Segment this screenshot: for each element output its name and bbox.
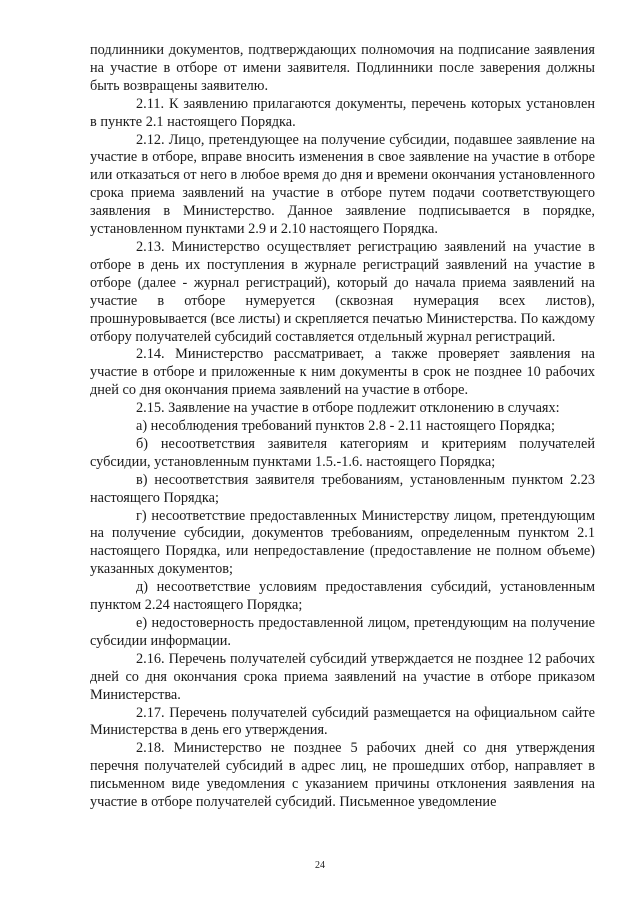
list-item-a: а) несоблюдения требований пунктов 2.8 - 2.11 настоящего Порядка; bbox=[136, 418, 555, 435]
page-number: 24 bbox=[315, 860, 325, 871]
list-item-v: в) несоответствия заявителя требованиям, установленным пунктом 2.23 настоящего Порядка; bbox=[90, 471, 595, 506]
list-item-b: б) несоответствия заявителя категориям и критериям получателей субсидии, установленным пунктами 1.5.-1.6. настоящего Порядка; bbox=[90, 435, 595, 470]
paragraph-2-11: 2.11. К заявлению прилагаются документы, перечень которых установлен в пункте 2.1 настоящего Порядка. bbox=[90, 95, 595, 130]
paragraph-2-14: 2.14. Министерство рассматривает, а также проверяет заявления на участие в отборе и приложенные к ним документы в срок не позднее 10 рабочих дней со дня окончания приема заявлений на участие в отборе. bbox=[90, 346, 595, 399]
paragraph-2-13: 2.13. Министерство осуществляет регистрацию заявлений на участие в отборе в день их поступления в журнале регистраций заявлений на участие в отборе (далее - журнал регистраций), который до начала приема заявлений на участие в отборе нумеруется (сквозная нумерация всех листов), прошнуровывается (все листы) и скрепляется печатью Министерства. По каждому отбору получателей субсидий составляется отдельный журнал регистраций. bbox=[90, 238, 595, 345]
document-body bbox=[90, 42, 595, 812]
paragraph-2-16: 2.16. Перечень получателей субсидий утверждается не позднее 12 рабочих дней со дня окончания срока приема заявлений на участие в отборе приказом Министерства. bbox=[90, 650, 595, 703]
list-item-g: г) несоответствие предоставленных Министерству лицом, претендующим на получение субсидии, документов требованиям, определенным пунктом 2.1 настоящего Порядка, или непредоставление (предоставление не полном объеме) указанных документов; bbox=[90, 507, 595, 578]
paragraph-2-12: 2.12. Лицо, претендующее на получение субсидии, подавшее заявление на участие в отборе, вправе вносить изменения в свое заявление на участие в отборе или отказаться от него в любое время до дня и времени окончания установленного срока приема заявлений на участие в отборе путем подачи соответствующего заявления в Министерство. Данное заявление подписывается в порядке, установленном пунктами 2.9 и 2.10 настоящего Порядка. bbox=[90, 131, 595, 238]
paragraph-2-18: 2.18. Министерство не позднее 5 рабочих дней со дня утверждения перечня получателей субсидий в адрес лиц, не прошедших отбор, направляет в письменном виде уведомления с указанием причины отклонения заявления на участие в отборе получателей субсидий. Письменное уведомление bbox=[90, 740, 595, 811]
paragraph-2-15: 2.15. Заявление на участие в отборе подлежит отклонению в случаях: bbox=[136, 400, 560, 417]
paragraph-2-17: 2.17. Перечень получателей субсидий размещается на официальном сайте Министерства в день его утверждения. bbox=[90, 704, 595, 739]
list-item-d: д) несоответствие условиям предоставления субсидий, установленным пунктом 2.24 настоящего Порядка; bbox=[90, 579, 595, 614]
paragraph-continuation: подлинники документов, подтверждающих полномочия на подписание заявления на участие в отборе от имени заявителя. Подлинники после заверения должны быть возвращены заявителю. bbox=[90, 42, 595, 94]
list-item-e: е) недостоверность предоставленной лицом, претендующим на получение субсидии информации. bbox=[90, 615, 595, 649]
